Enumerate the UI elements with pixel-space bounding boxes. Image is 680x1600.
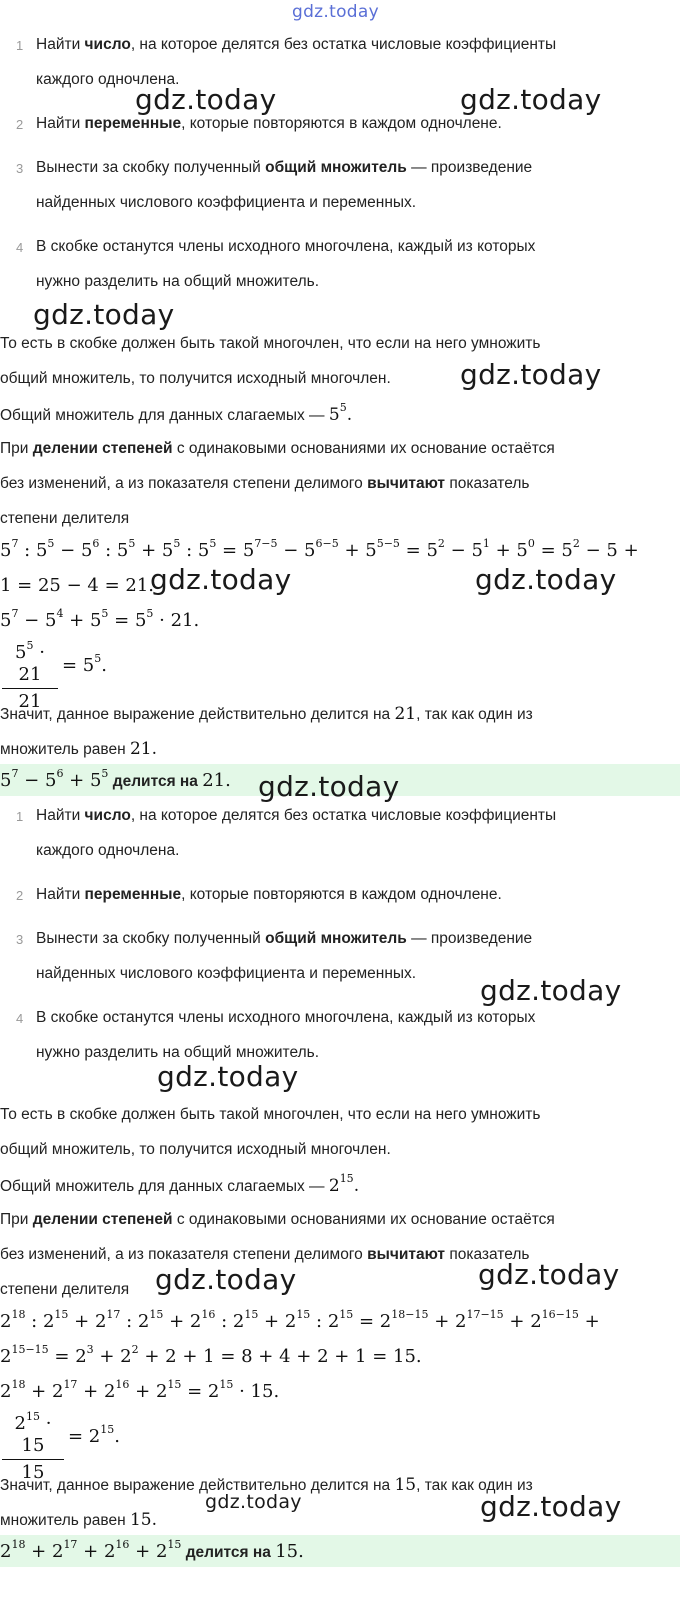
step-text: нужно разделить на общий множитель.: [36, 273, 320, 290]
step-text: В скобке останутся члены исходного многочлена, каждый из которых: [36, 1009, 536, 1026]
step-text: Вынести за скобку полученный общий множитель — произведение: [36, 930, 533, 947]
step-text: В скобке останутся члены исходного многочлена, каждый из которых: [36, 238, 536, 255]
step-number: 1: [16, 809, 24, 824]
explanation-text: То есть в скобке должен быть такой многочлен, что если на него умножить: [0, 335, 541, 352]
math-equation: $2^{15-15} = 2^3 + 2^2 + 2 + 1 = 8 + 4 + 2 + 1 = 15$.: [0, 1343, 422, 1367]
step-text: найденных числового коэффициента и переменных.: [36, 194, 417, 211]
answer-text: $5^7 - 5^6 + 5^5$ делится на 21.: [0, 767, 231, 791]
step-number: 4: [16, 240, 24, 255]
watermark: gdz.today: [480, 1490, 622, 1523]
conclusion-text: множитель равен 21.: [0, 739, 157, 759]
watermark: gdz.today: [460, 83, 602, 116]
step-number: 2: [16, 888, 24, 903]
step-text: найденных числового коэффициента и переменных.: [36, 965, 417, 982]
rule-text: При делении степеней с одинаковыми основаниями их основание остаётся: [0, 440, 555, 457]
step-text: Вынести за скобку полученный общий множитель — произведение: [36, 159, 533, 176]
math-fraction: $5^5 \cdot 21$ 21: [2, 642, 58, 713]
answer-text: $2^{18} + 2^{17} + 2^{16} + 2^{15}$ делится на 15.: [0, 1538, 304, 1562]
step-number: 3: [16, 161, 24, 176]
conclusion-text: Значит, данное выражение действительно делится на 15, так как один из: [0, 1475, 533, 1495]
explanation-text: общий множитель, то получится исходный многочлен.: [0, 1141, 391, 1158]
step-text: каждого одночлена.: [36, 842, 180, 859]
watermark: gdz.today: [480, 974, 622, 1007]
math-fraction: $2^{15} \cdot 15$ 15: [2, 1413, 64, 1484]
math-equation: $2^{18}$ : $2^{15} + 2^{17}$ : $2^{15} + 2^{16}$ : $2^{15} + 2^{15}$ : $2^{15} = 2^{18-15} + 2^{17-15} + 2^{16-15}$ +: [0, 1308, 600, 1332]
rule-text: При делении степеней с одинаковыми основаниями их основание остаётся: [0, 1211, 555, 1228]
watermark: gdz.today: [135, 83, 277, 116]
watermark: gdz.today: [33, 298, 175, 331]
watermark: gdz.today: [258, 770, 400, 803]
rule-text: без изменений, а из показателя степени делимого вычитают показатель: [0, 475, 530, 492]
step-text: Найти число, на которое делятся без остатка числовые коэффициенты: [36, 36, 557, 53]
watermark: gdz.today: [157, 1060, 299, 1093]
step-text: каждого одночлена.: [36, 71, 180, 88]
step-number: 3: [16, 932, 24, 947]
math-equation: 1 = 25 − 4 = 21.: [0, 575, 155, 596]
explanation-text: общий множитель, то получится исходный многочлен.: [0, 370, 391, 387]
rule-text: степени делителя: [0, 1281, 130, 1298]
common-factor-text: Общий множитель для данных слагаемых — $2^{15}$.: [0, 1172, 360, 1196]
conclusion-text: Значит, данное выражение действительно делится на 21, так как один из: [0, 704, 533, 724]
step-text: нужно разделить на общий множитель.: [36, 1044, 320, 1061]
math-equation: $5^7$ : $5^5 - 5^6$ : $5^5 + 5^5$ : $5^5 = 5^{7-5} - 5^{6-5} + 5^{5-5} = 5^2 - 5^1 + 5^0 = 5^2 - 5$ +: [0, 537, 639, 561]
math-equation: $5^7 - 5^4 + 5^5 = 5^5 \cdot 21$.: [0, 607, 200, 631]
step-text: Найти переменные, которые повторяются в каждом одночлене.: [36, 115, 502, 132]
conclusion-text: множитель равен 15.: [0, 1510, 157, 1530]
step-number: 1: [16, 38, 24, 53]
watermark: gdz.today: [460, 358, 602, 391]
watermark: gdz.today: [150, 563, 292, 596]
math-equation: = $5^5$.: [62, 652, 107, 676]
step-text: Найти число, на которое делятся без остатка числовые коэффициенты: [36, 807, 557, 824]
watermark: gdz.today: [205, 1491, 302, 1513]
watermark: gdz.today: [475, 563, 617, 596]
math-equation: = $2^{15}$.: [68, 1423, 120, 1447]
watermark-top: gdz.today: [292, 2, 379, 22]
rule-text: степени делителя: [0, 510, 130, 527]
common-factor-text: Общий множитель для данных слагаемых — $5^5$.: [0, 401, 353, 425]
step-number: 4: [16, 1011, 24, 1026]
rule-text: без изменений, а из показателя степени делимого вычитают показатель: [0, 1246, 530, 1263]
math-equation: $2^{18} + 2^{17} + 2^{16} + 2^{15} = 2^{15} \cdot 15$.: [0, 1378, 280, 1402]
watermark: gdz.today: [478, 1258, 620, 1291]
explanation-text: То есть в скобке должен быть такой многочлен, что если на него умножить: [0, 1106, 541, 1123]
step-number: 2: [16, 117, 24, 132]
watermark: gdz.today: [155, 1263, 297, 1296]
step-text: Найти переменные, которые повторяются в каждом одночлене.: [36, 886, 502, 903]
